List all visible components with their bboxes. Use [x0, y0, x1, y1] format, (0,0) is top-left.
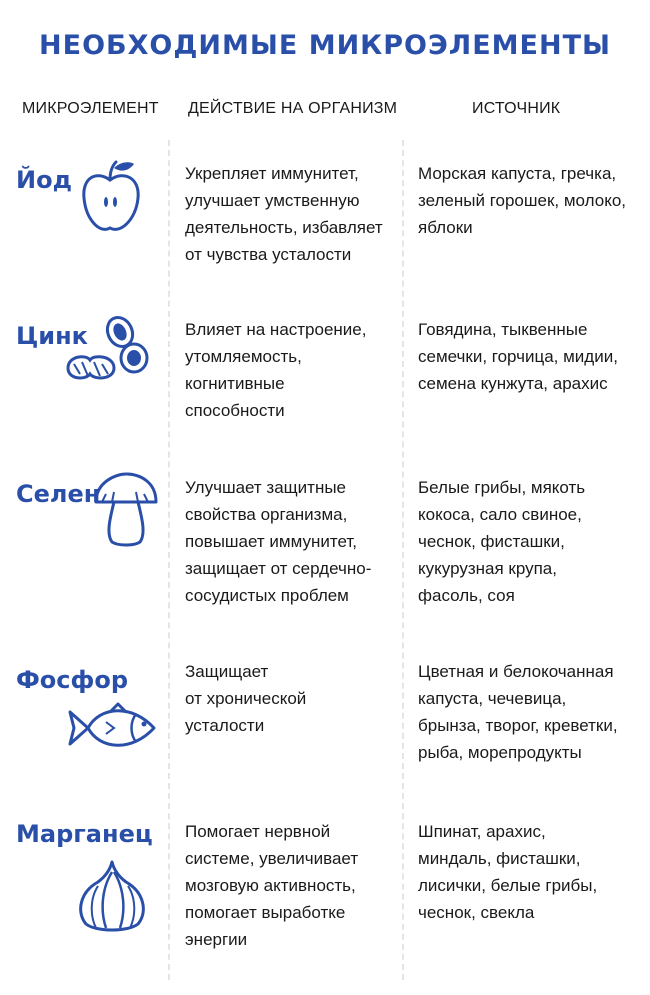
column-divider-2	[402, 140, 404, 980]
action-text: Помогает нервной системе, увеличивает мозговую активность, помогает выработке энергии	[185, 822, 359, 949]
source-text: Шпинат, арахис, миндаль, фисташки, лисички, белые грибы, чеснок, свекла	[418, 822, 598, 922]
apple-icon	[76, 158, 146, 238]
action-text: Влияет на настроение, утомляемость, когнитивные способности	[185, 320, 367, 420]
header-source: ИСТОЧНИК	[472, 100, 561, 117]
action-text: Защищает от хронической усталости	[185, 662, 307, 735]
fish-icon	[66, 700, 160, 756]
element-name: Цинк	[16, 322, 88, 350]
element-name: Селен	[16, 480, 101, 508]
action-text: Укрепляет иммунитет, улучшает умственную деятельность, избавляет от чувства усталости	[185, 164, 383, 264]
header-element: МИКРОЭЛЕМЕНТ	[22, 100, 159, 117]
element-name: Марганец	[16, 820, 153, 848]
garlic-icon	[72, 858, 152, 932]
mushroom-icon	[92, 472, 160, 548]
header-action: ДЕЙСТВИЕ НА ОРГАНИЗМ	[188, 100, 398, 117]
action-text: Улучшает защитные свойства организма, повышает иммунитет, защищает от сердечно- сосудистых проблем	[185, 478, 372, 605]
nuts-seeds-icon	[62, 314, 158, 386]
source-text: Цветная и белокочанная капуста, чечевица, брынза, творог, креветки, рыба, морепродукты	[418, 662, 618, 762]
element-name: Фосфор	[16, 666, 128, 694]
source-text: Белые грибы, мякоть кокоса, сало свиное, чеснок, фисташки, кукурузная крупа, фасоль, соя	[418, 478, 586, 605]
page-title: НЕОБХОДИМЫЕ МИКРОЭЛЕМЕНТЫ	[39, 30, 611, 61]
source-text: Морская капуста, гречка, зеленый горошек, молоко, яблоки	[418, 164, 627, 237]
source-text: Говядина, тыквенные семечки, горчица, мидии, семена кунжута, арахис	[418, 320, 618, 393]
element-name: Йод	[16, 166, 72, 194]
column-divider-1	[168, 140, 170, 980]
